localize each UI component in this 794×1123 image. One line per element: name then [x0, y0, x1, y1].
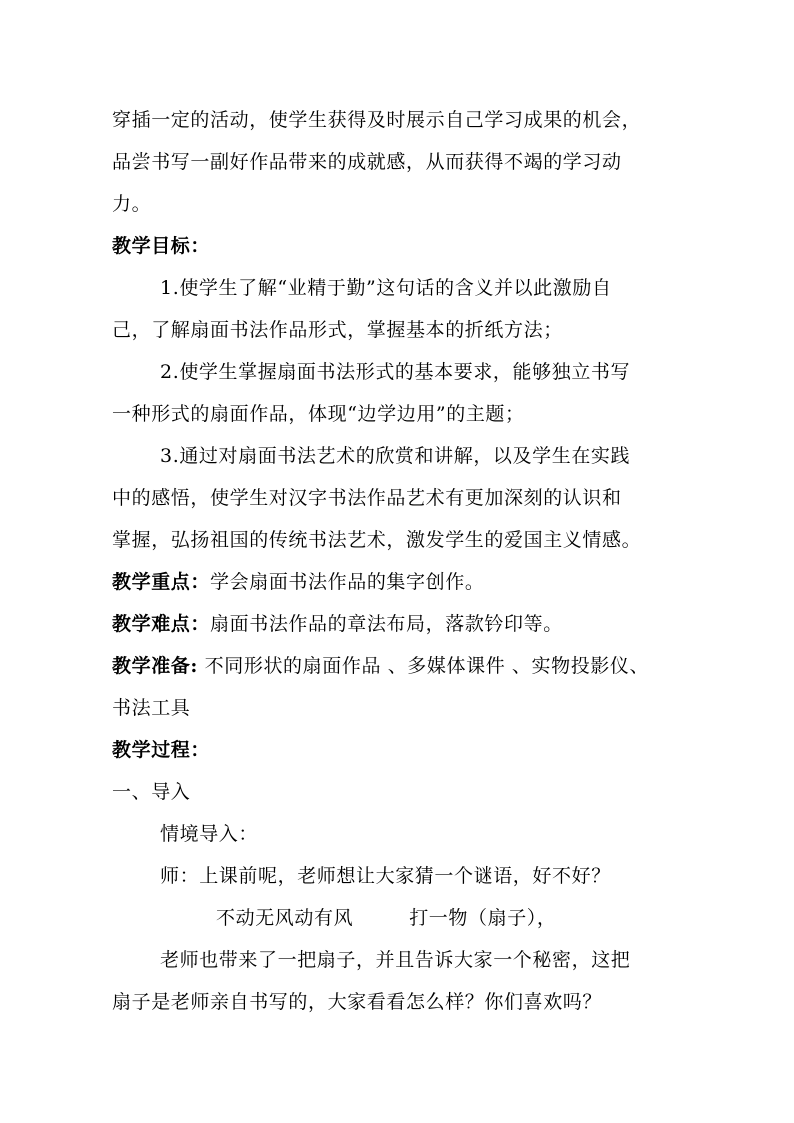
- paragraph-line: 力。: [112, 193, 152, 215]
- preparation-row: [112, 654, 682, 678]
- paragraph-line: 品尝书写一副好作品带来的成就感，从而获得不竭的学习动: [112, 151, 622, 173]
- intro-label: 情境导入：: [160, 823, 259, 845]
- difficulty-label: 教学难点：: [112, 613, 211, 635]
- riddle-answer: 打一物（扇子），: [409, 907, 557, 929]
- objective-2-line-2: 一种形式的扇面作品，体现“边学边用”的主题；: [112, 403, 525, 425]
- key-points-row: [112, 570, 682, 594]
- paragraph-line: 穿插一定的活动，使学生获得及时展示自己学习成果的机会，: [112, 109, 642, 131]
- teacher-line-2a: 老师也带来了一把扇子，并且告诉大家一个秘密，这把: [160, 949, 631, 971]
- key-points-text: 学会扇面书法作品的集字创作。: [210, 571, 485, 593]
- preparation-line-2: 书法工具: [112, 697, 191, 719]
- section-heading: 一、导入: [112, 781, 191, 803]
- objective-1-line-1: 1.使学生了解“业精于勤”这句话的含义并以此激励自: [160, 277, 612, 299]
- objectives-heading: 教学目标：: [112, 235, 211, 257]
- objective-3-line-1: 3.通过对扇面书法艺术的欣赏和讲解，以及学生在实践: [160, 445, 631, 467]
- difficulty-row: [112, 612, 682, 636]
- teacher-line-2b: 扇子是老师亲自书写的，大家看看怎么样？你们喜欢吗？: [112, 991, 603, 1013]
- objective-3-line-2: 中的感悟，使学生对汉字书法作品艺术有更加深刻的认识和: [112, 487, 622, 509]
- preparation-text: 不同形状的扇面作品 、多媒体课件 、实物投影仪、: [198, 655, 650, 677]
- preparation-label: 教学准备:: [112, 655, 199, 677]
- riddle-text: 不动无风动有风: [216, 907, 354, 929]
- objective-1-line-2: 己，了解扇面书法作品形式，掌握基本的折纸方法；: [112, 319, 563, 341]
- difficulty-text: 扇面书法作品的章法布局，落款钤印等。: [210, 613, 563, 635]
- objective-2-line-1: 2.使学生掌握扇面书法形式的基本要求，能够独立书写: [160, 361, 631, 383]
- key-points-label: 教学重点：: [112, 571, 211, 593]
- process-heading: 教学过程：: [112, 739, 211, 761]
- teacher-line: 师：上课前呢，老师想让大家猜一个谜语，好不好？: [160, 865, 611, 887]
- objective-3-line-3: 掌握，弘扬祖国的传统书法艺术，激发学生的爱国主义情感。: [112, 529, 642, 551]
- riddle-line: [216, 906, 682, 930]
